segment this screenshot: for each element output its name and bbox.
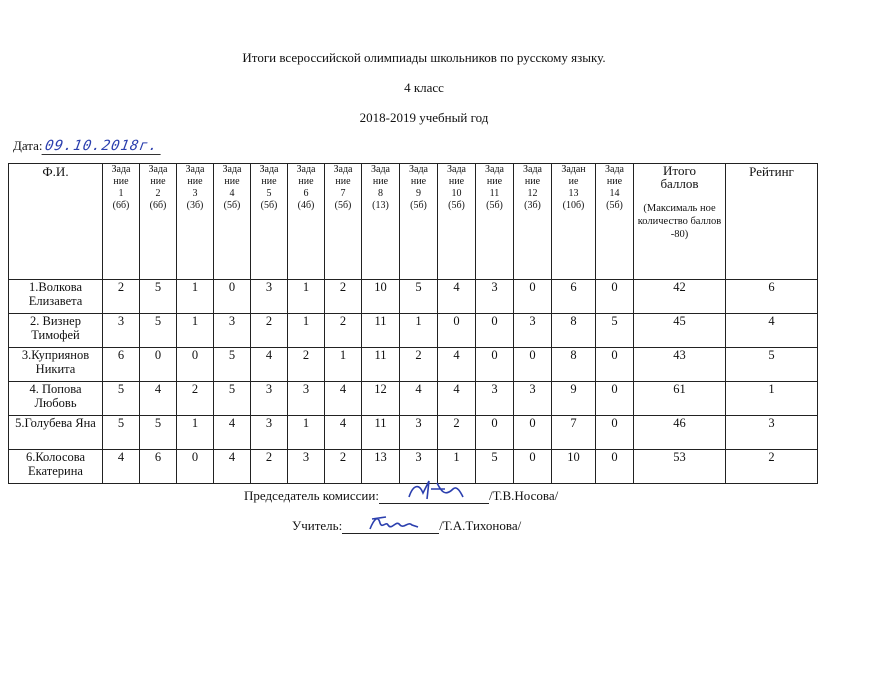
task-score: 10 <box>552 450 596 484</box>
task-header-line: 2 <box>155 188 161 199</box>
task-header-line: ние <box>372 176 389 187</box>
task-score: 12 <box>362 382 400 416</box>
task-header-line: ние <box>150 176 166 187</box>
rating-value: 1 <box>726 382 818 416</box>
task-header-line: (6б) <box>112 200 130 211</box>
task-header-line: 13 <box>568 188 579 199</box>
task-score: 0 <box>596 280 634 314</box>
student-name: 3.Куприянов Никита <box>9 348 103 382</box>
task-score: 11 <box>362 348 400 382</box>
task-header-line: Задан <box>561 164 586 175</box>
task-score: 0 <box>476 416 514 450</box>
task-score: 0 <box>514 348 552 382</box>
task-score: 3 <box>400 416 438 450</box>
document-title: Итоги всероссийской олимпиады школьников по русскому языку. <box>242 50 606 65</box>
task-header-line: 4 <box>229 188 235 199</box>
task-header-line: (13) <box>372 200 389 211</box>
task-score: 4 <box>325 416 362 450</box>
task-score: 4 <box>251 348 288 382</box>
task-header-line: Зада <box>371 164 390 175</box>
total-score: 42 <box>634 280 726 314</box>
task-score: 5 <box>476 450 514 484</box>
total-header-note: (Максималь ное количество баллов -80) <box>637 203 722 240</box>
task-score: 0 <box>177 348 214 382</box>
task-header-line: (6б) <box>149 200 167 211</box>
task-header-line: Зада <box>605 164 624 175</box>
student-name: 5.Голубева Яна <box>9 416 103 450</box>
total-column-header <box>634 164 726 280</box>
rating-value: 4 <box>726 314 818 348</box>
task-header-line: (5б) <box>260 200 278 211</box>
table-row <box>9 280 818 314</box>
task-score: 2 <box>325 450 362 484</box>
task-column-header <box>325 164 362 280</box>
rating-value: 2 <box>726 450 818 484</box>
task-header-line: ние <box>486 176 503 187</box>
name-column-header: Ф.И. <box>9 164 103 280</box>
teacher-signature-scribble <box>342 509 439 535</box>
teacher-signature <box>342 519 439 534</box>
task-score: 1 <box>288 280 325 314</box>
task-score: 4 <box>438 382 476 416</box>
task-header-line: Зада <box>296 164 316 175</box>
task-column-header <box>552 164 596 280</box>
table-row <box>9 382 818 416</box>
task-header-line: 3 <box>192 188 198 199</box>
task-score: 3 <box>251 280 288 314</box>
task-header-line: 12 <box>527 188 538 199</box>
task-score: 4 <box>400 382 438 416</box>
total-score: 46 <box>634 416 726 450</box>
total-score: 61 <box>634 382 726 416</box>
table-row <box>9 314 818 348</box>
total-score: 45 <box>634 314 726 348</box>
task-score: 5 <box>140 280 177 314</box>
date-value: 09.10.2018г. <box>41 138 163 155</box>
task-score: 0 <box>140 348 177 382</box>
task-header-line: Зада <box>111 164 131 175</box>
task-score: 4 <box>438 348 476 382</box>
task-header-line: Зада <box>485 164 504 175</box>
task-score: 2 <box>438 416 476 450</box>
task-score: 6 <box>103 348 140 382</box>
task-header-line: (3б) <box>524 200 541 211</box>
task-score: 6 <box>140 450 177 484</box>
chair-signature-scribble <box>379 479 489 505</box>
chair-signature <box>379 489 489 504</box>
task-score: 3 <box>251 382 288 416</box>
task-header-line: (5б) <box>486 200 503 211</box>
chair-name: /Т.В.Носова/ <box>488 488 559 503</box>
task-score: 0 <box>438 314 476 348</box>
total-score: 53 <box>634 450 726 484</box>
student-name: 1.Волкова Елизавета <box>9 280 103 314</box>
task-score: 13 <box>362 450 400 484</box>
task-score: 3 <box>103 314 140 348</box>
task-header-line: Зада <box>148 164 168 175</box>
task-column-header <box>214 164 251 280</box>
task-score: 0 <box>596 450 634 484</box>
rating-column-header: Рейтинг <box>726 164 818 280</box>
teacher-signature-line <box>292 518 521 534</box>
chair-signature-line <box>244 488 558 504</box>
task-header-line: ние <box>410 176 427 187</box>
task-column-header <box>476 164 514 280</box>
date-label: Дата: <box>13 138 43 153</box>
task-header-line: Зада <box>185 164 205 175</box>
task-header-line: (10б) <box>562 200 585 211</box>
task-header-line: ие <box>568 176 579 187</box>
task-header-line: Зада <box>409 164 428 175</box>
total-header-label: Итого баллов <box>660 163 699 191</box>
task-column-header <box>251 164 288 280</box>
task-score: 0 <box>596 382 634 416</box>
task-score: 3 <box>476 280 514 314</box>
task-score: 2 <box>325 314 362 348</box>
student-name: 6.Колосова Екатерина <box>9 450 103 484</box>
teacher-name: /Т.А.Тихонова/ <box>439 518 522 533</box>
task-header-line: (5б) <box>334 200 352 211</box>
task-header-line: Зада <box>222 164 242 175</box>
table-row <box>9 416 818 450</box>
task-header-line: 6 <box>303 188 309 199</box>
task-score: 0 <box>596 416 634 450</box>
task-header-line: 5 <box>266 188 272 199</box>
task-header-line: 8 <box>378 188 383 199</box>
task-header-line: Зада <box>259 164 279 175</box>
task-score: 1 <box>325 348 362 382</box>
task-header-line: Зада <box>447 164 466 175</box>
task-header-line: (3б) <box>186 200 204 211</box>
task-score: 2 <box>177 382 214 416</box>
task-score: 1 <box>400 314 438 348</box>
task-score: 2 <box>288 348 325 382</box>
task-score: 1 <box>177 314 214 348</box>
rating-value: 5 <box>726 348 818 382</box>
task-score: 1 <box>177 416 214 450</box>
task-header-line: (5б) <box>606 200 623 211</box>
task-score: 4 <box>103 450 140 484</box>
task-score: 8 <box>552 314 596 348</box>
task-score: 0 <box>177 450 214 484</box>
table-row <box>9 348 818 382</box>
task-score: 3 <box>514 382 552 416</box>
task-header-line: ние <box>113 176 129 187</box>
task-score: 3 <box>288 382 325 416</box>
task-score: 1 <box>288 416 325 450</box>
results-table <box>8 163 818 484</box>
task-score: 4 <box>214 416 251 450</box>
task-score: 3 <box>400 450 438 484</box>
task-score: 3 <box>476 382 514 416</box>
task-header-line: (4б) <box>297 200 315 211</box>
task-score: 2 <box>251 450 288 484</box>
task-column-header <box>288 164 325 280</box>
rating-value: 3 <box>726 416 818 450</box>
student-name: 2. Визнер Тимофей <box>9 314 103 348</box>
task-score: 3 <box>251 416 288 450</box>
task-header-line: ние <box>224 176 240 187</box>
task-header-line: ние <box>524 176 541 187</box>
task-score: 1 <box>438 450 476 484</box>
task-header-line: ние <box>448 176 465 187</box>
task-score: 5 <box>103 416 140 450</box>
task-score: 0 <box>514 450 552 484</box>
task-header-line: (5б) <box>410 200 427 211</box>
task-header-line: Зада <box>523 164 542 175</box>
task-score: 3 <box>288 450 325 484</box>
task-score: 0 <box>476 314 514 348</box>
task-score: 6 <box>552 280 596 314</box>
rating-value: 6 <box>726 280 818 314</box>
task-score: 0 <box>596 348 634 382</box>
task-score: 2 <box>400 348 438 382</box>
task-header-line: 10 <box>451 188 462 199</box>
task-score: 11 <box>362 416 400 450</box>
task-score: 8 <box>552 348 596 382</box>
task-column-header <box>177 164 214 280</box>
date-row <box>13 138 162 155</box>
task-score: 1 <box>288 314 325 348</box>
task-score: 11 <box>362 314 400 348</box>
task-score: 4 <box>140 382 177 416</box>
student-name: 4. Попова Любовь <box>9 382 103 416</box>
task-score: 3 <box>514 314 552 348</box>
task-score: 7 <box>552 416 596 450</box>
chair-label: Председатель комиссии: <box>244 488 379 503</box>
task-score: 5 <box>400 280 438 314</box>
task-header-line: 14 <box>609 188 620 199</box>
task-score: 5 <box>140 416 177 450</box>
task-score: 0 <box>476 348 514 382</box>
task-header-line: ние <box>606 176 623 187</box>
task-score: 2 <box>103 280 140 314</box>
task-column-header <box>103 164 140 280</box>
task-header-line: 11 <box>489 188 500 199</box>
task-score: 3 <box>214 314 251 348</box>
task-header-line: ние <box>187 176 203 187</box>
task-score: 2 <box>325 280 362 314</box>
task-score: 2 <box>251 314 288 348</box>
task-score: 5 <box>103 382 140 416</box>
task-score: 4 <box>325 382 362 416</box>
school-year: 2018-2019 учебный год <box>359 110 489 125</box>
task-header-line: (5б) <box>448 200 465 211</box>
task-score: 10 <box>362 280 400 314</box>
task-header-line: ние <box>261 176 277 187</box>
task-header-line: ние <box>335 176 351 187</box>
task-header-line: 9 <box>416 188 421 199</box>
total-score: 43 <box>634 348 726 382</box>
task-score: 5 <box>214 382 251 416</box>
task-column-header <box>438 164 476 280</box>
grade-label: 4 класс <box>404 80 444 95</box>
task-score: 5 <box>140 314 177 348</box>
task-score: 1 <box>177 280 214 314</box>
task-header-line: Зада <box>333 164 353 175</box>
task-score: 5 <box>214 348 251 382</box>
task-column-header <box>596 164 634 280</box>
task-column-header <box>514 164 552 280</box>
task-score: 4 <box>214 450 251 484</box>
task-column-header <box>140 164 177 280</box>
table-header-row <box>9 164 818 280</box>
task-score: 0 <box>214 280 251 314</box>
task-column-header <box>362 164 400 280</box>
task-score: 0 <box>514 280 552 314</box>
task-header-line: (5б) <box>223 200 241 211</box>
teacher-label: Учитель: <box>292 518 343 533</box>
task-column-header <box>400 164 438 280</box>
task-score: 5 <box>596 314 634 348</box>
task-header-line: ние <box>298 176 314 187</box>
task-header-line: 1 <box>118 188 124 199</box>
task-score: 4 <box>438 280 476 314</box>
task-score: 9 <box>552 382 596 416</box>
task-header-line: 7 <box>340 188 346 199</box>
task-score: 0 <box>514 416 552 450</box>
